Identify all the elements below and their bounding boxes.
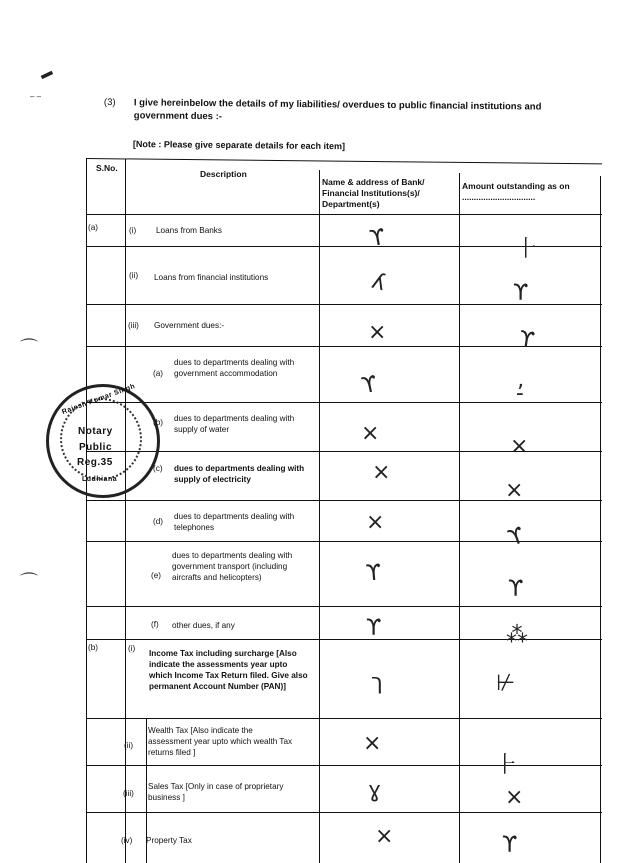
table-border (86, 718, 602, 719)
nil-mark-icon: ϒ (517, 327, 537, 354)
row-description: Property Tax (146, 836, 192, 845)
scan-mark: ⌒ (20, 572, 38, 592)
table-border (86, 500, 602, 501)
nil-mark-icon: ϒ (366, 616, 382, 641)
row-sno: (b) (88, 643, 99, 652)
row-description: Income Tax including surcharge [Also indicate the assessments year upto which Income Tax Return filed. Give also permanent Account Number (PAN)] (149, 649, 308, 691)
table-border (86, 214, 602, 215)
scan-mark: ‒ ‒ (30, 92, 42, 101)
row-description: Sales Tax [Only in case of proprietary business ] (148, 782, 284, 802)
header-description: Description (200, 169, 247, 179)
row-index: (iii) (128, 321, 139, 330)
header-name-address: Name & address of Bank/ Financial Institutions(s)/ Department(s) (322, 177, 425, 209)
scan-mark: ⌒ (20, 338, 38, 358)
nil-mark-icon: × (505, 478, 524, 503)
stamp-top-text: Rajesh Kumar Singh (61, 382, 137, 417)
nil-mark-icon: ϒ (359, 371, 380, 400)
stamp-line: Notary (78, 426, 113, 437)
row-index: (iv) (121, 836, 133, 845)
stamp-line: Reg.35 (77, 457, 113, 468)
nil-mark-icon: ϒ (508, 577, 524, 602)
table-border (600, 176, 601, 863)
section-number: (3) (103, 96, 116, 109)
row-index: (iii) (123, 789, 134, 798)
nil-mark-icon: ך (371, 670, 383, 695)
row-index: (ii) (124, 741, 134, 750)
nil-mark-icon: ϒ (502, 833, 518, 858)
row-index: (f) (151, 620, 159, 629)
stamp-line: Public (79, 442, 113, 453)
row-description: Loans from financial institutions (154, 273, 269, 282)
nil-mark-icon: ϒ (367, 224, 388, 253)
header-sno: S.No. (96, 163, 118, 173)
nil-mark-icon: ⺊ (517, 237, 540, 262)
row-index: (b) (153, 418, 164, 427)
stamp-bottom-text: Ludhiana (82, 476, 118, 483)
scan-mark: ▬ (37, 64, 55, 82)
nil-mark-icon: ⁂ (506, 623, 528, 648)
table-border (86, 158, 602, 164)
table-border (86, 812, 602, 813)
table-border (459, 173, 460, 863)
nil-mark-icon: × (372, 460, 391, 485)
row-description: Wealth Tax [Also indicate the assessment year upto which wealth Tax returns filed ] (148, 726, 293, 757)
row-description: dues to departments dealing with government transport (including aircrafts and helicopters) (172, 551, 293, 582)
nil-mark-icon: × (361, 421, 380, 446)
nil-mark-icon: ⺊ (496, 753, 519, 778)
nil-mark-icon: ϒ (364, 560, 383, 587)
nil-mark-icon: ⊬ (496, 671, 516, 696)
nil-mark-icon: × (510, 434, 529, 459)
nil-mark-icon: × (368, 320, 387, 345)
nil-mark-icon: ϒ (505, 523, 529, 552)
row-index: (a) (153, 369, 164, 378)
table-border (86, 765, 602, 766)
row-index: (ii) (129, 271, 139, 280)
notary-stamp (46, 384, 160, 498)
table-border (86, 402, 602, 403)
section-text: I give hereinbelow the details of my liabilities/ overdues to public financial institutions and government dues :- (133, 97, 542, 123)
nil-mark-icon: × (375, 824, 394, 849)
table-border (86, 158, 87, 863)
row-description: other dues, if any (172, 621, 235, 630)
table-border (319, 170, 320, 863)
row-description: dues to departments dealing with supply of electricity (174, 464, 305, 484)
row-index: (i) (128, 644, 136, 653)
row-index: (c) (153, 464, 163, 473)
header-amount: Amount outstanding as on ............................... (462, 181, 570, 202)
nil-mark-icon: × (366, 510, 385, 535)
table-border (86, 606, 602, 607)
table-border (125, 159, 126, 863)
row-index: (i) (129, 226, 137, 235)
row-description: dues to departments dealing with supply of water (174, 414, 295, 434)
nil-mark-icon: ϒ (513, 281, 529, 306)
row-description: dues to departments dealing with telephones (174, 512, 295, 532)
nil-mark-icon: × (505, 785, 524, 810)
row-description: Government dues:- (154, 321, 225, 330)
row-index: (e) (151, 571, 162, 580)
nil-mark-icon: × (363, 731, 382, 756)
nil-mark-icon: ʎ (368, 268, 389, 297)
row-index: (d) (153, 517, 164, 526)
section-note: [Note : Please give separate details for each item] (132, 139, 346, 152)
row-sno: (a) (88, 223, 99, 232)
row-description: Loans from Banks (156, 226, 222, 235)
nil-mark-icon: ɣ (368, 778, 382, 803)
nil-mark-icon: ʼ̵ (517, 381, 524, 406)
row-description: dues to departments dealing with government accommodation (174, 358, 295, 378)
